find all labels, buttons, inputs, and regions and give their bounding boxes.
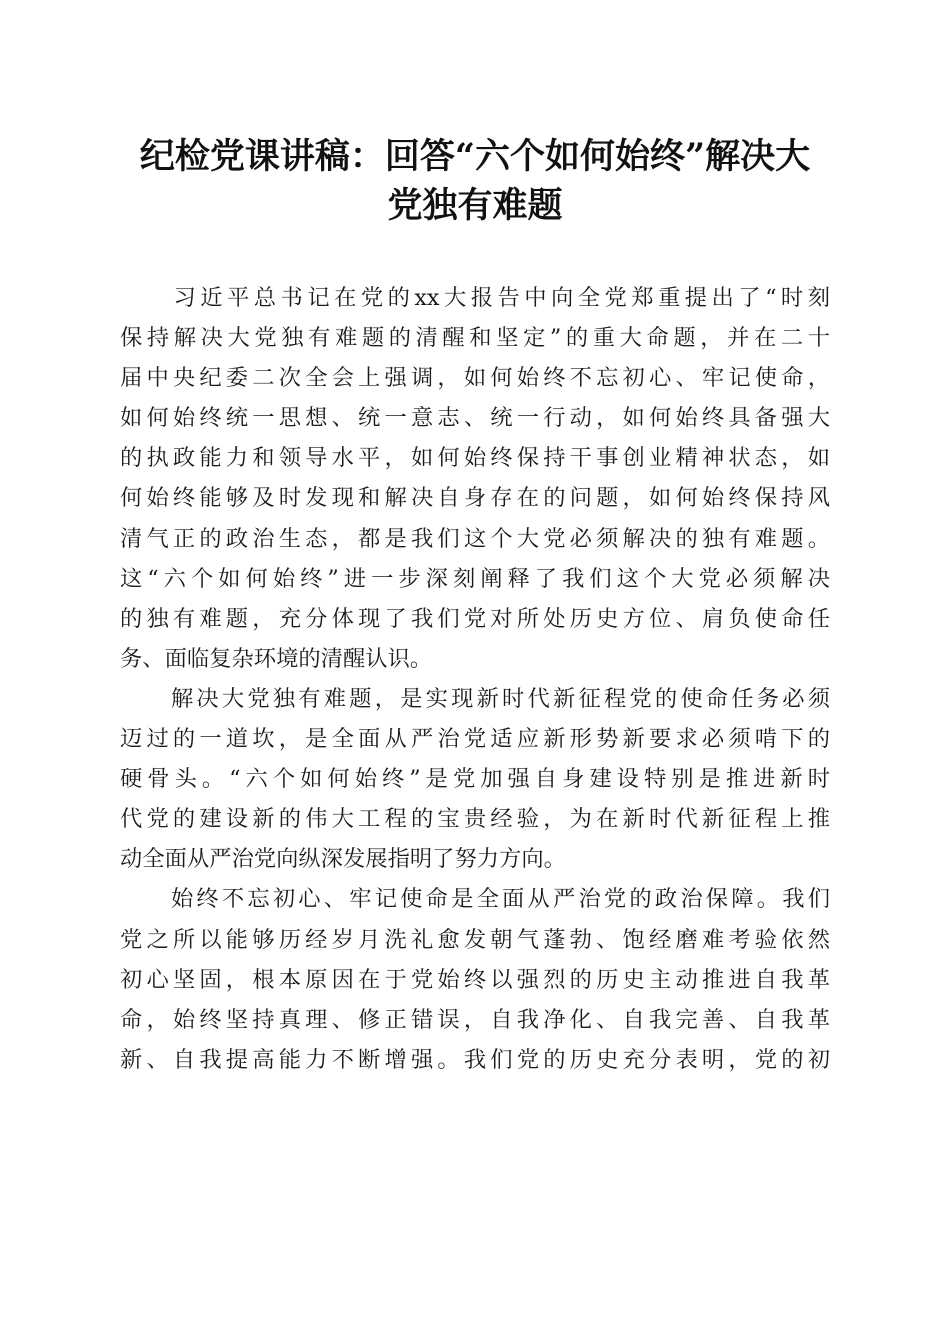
paragraph-2-line: 解决大党独有难题，是实现新时代新征程党的使命任务必须	[120, 685, 830, 712]
paragraph-3-line: 命，始终坚持真理、修正错误，自我净化、自我完善、自我革	[120, 1006, 830, 1033]
document-body	[120, 278, 830, 1080]
paragraph-1-line: 何始终能够及时发现和解决自身存在的问题，如何始终保持风	[120, 485, 830, 512]
paragraph-1-line: 的执政能力和领导水平，如何始终保持干事创业精神状态，如	[120, 445, 830, 472]
title-line: 党独有难题	[387, 185, 563, 226]
paragraph-2-line: 迈过的一道坎，是全面从严治党适应新形势新要求必须啃下的	[120, 726, 830, 753]
paragraph-1-line: 如何始终统一思想、统一意志、统一行动，如何始终具备强大	[120, 405, 830, 432]
paragraph-2-line: 动全面从严治党向纵深发展指明了努力方向。	[120, 846, 566, 873]
document-title	[110, 132, 840, 230]
paragraph-3-line: 初心坚固，根本原因在于党始终以强烈的历史主动推进自我革	[120, 966, 830, 993]
paragraph-1-line: 保持解决大党独有难题的清醒和坚定”的重大命题，并在二十	[120, 325, 830, 352]
paragraph-2-line: 代党的建设新的伟大工程的宝贵经验，为在新时代新征程上推	[120, 806, 830, 833]
paragraph-3-line: 新、自我提高能力不断增强。我们党的历史充分表明，党的初	[120, 1046, 830, 1073]
paragraph-1-line: 习近平总书记在党的xx大报告中向全党郑重提出了“时刻	[120, 285, 830, 311]
paragraph-1-line: 务、面临复杂环境的清醒认识。	[120, 645, 433, 672]
paragraph-3-line: 党之所以能够历经岁月洗礼愈发朝气蓬勃、饱经磨难考验依然	[120, 926, 830, 953]
paragraph-3-line: 始终不忘初心、牢记使命是全面从严治党的政治保障。我们	[120, 886, 830, 913]
paragraph-1-line: 的独有难题，充分体现了我们党对所处历史方位、肩负使命任	[120, 605, 830, 632]
paragraph-1-line: 这“六个如何始终”进一步深刻阐释了我们这个大党必须解决	[120, 565, 830, 592]
title-line: 纪检党课讲稿：回答“六个如何始终”解决大	[139, 136, 811, 177]
paragraph-1-line: 届中央纪委二次全会上强调，如何始终不忘初心、牢记使命，	[120, 365, 830, 392]
paragraph-1-line: 清气正的政治生态，都是我们这个大党必须解决的独有难题。	[120, 525, 830, 552]
paragraph-2-line: 硬骨头。“六个如何始终”是党加强自身建设特别是推进新时	[120, 766, 830, 793]
